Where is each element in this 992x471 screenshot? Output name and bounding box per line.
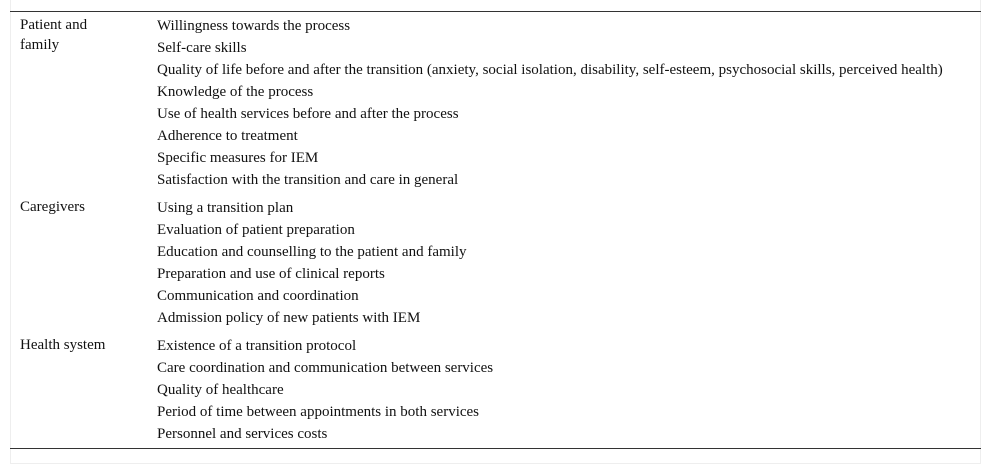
group-cell xyxy=(10,194,157,332)
list-item: Communication and coordination xyxy=(157,288,359,304)
group-cell xyxy=(10,12,157,195)
group-label: Patient and family xyxy=(20,17,88,53)
list-item: Willingness towards the process xyxy=(157,18,351,34)
table-row xyxy=(10,12,981,195)
items-cell xyxy=(157,332,981,449)
list-item: Period of time between appointments in both services xyxy=(157,404,480,420)
list-item: Evaluation of patient preparation xyxy=(157,222,355,238)
table-row xyxy=(10,332,981,449)
list-item: Quality of life before and after the transition (anxiety, social isolation, disability, self-esteem, psychosocial skills, perceived health) xyxy=(157,62,943,78)
group-label: Health system xyxy=(20,337,106,353)
list-item: Personnel and services costs xyxy=(157,426,328,442)
list-item: Adherence to treatment xyxy=(157,128,298,144)
items-cell xyxy=(157,12,981,195)
list-item: Specific measures for IEM xyxy=(157,150,319,166)
group-label: Caregivers xyxy=(20,199,85,215)
list-item: Knowledge of the process xyxy=(157,84,314,100)
list-item: Quality of healthcare xyxy=(157,382,284,398)
list-item: Existence of a transition protocol xyxy=(157,338,357,354)
items-cell xyxy=(157,194,981,332)
list-item: Using a transition plan xyxy=(157,200,294,216)
table-row xyxy=(10,194,981,332)
group-cell xyxy=(10,332,157,449)
list-item: Admission policy of new patients with IEM xyxy=(157,310,421,326)
list-item: Preparation and use of clinical reports xyxy=(157,266,385,282)
list-item: Use of health services before and after the process xyxy=(157,106,459,122)
list-item: Education and counselling to the patient and family xyxy=(157,244,467,260)
list-item: Care coordination and communication between services xyxy=(157,360,494,376)
outcomes-table xyxy=(10,11,981,449)
list-item: Self-care skills xyxy=(157,40,247,56)
list-item: Satisfaction with the transition and care in general xyxy=(157,172,459,188)
